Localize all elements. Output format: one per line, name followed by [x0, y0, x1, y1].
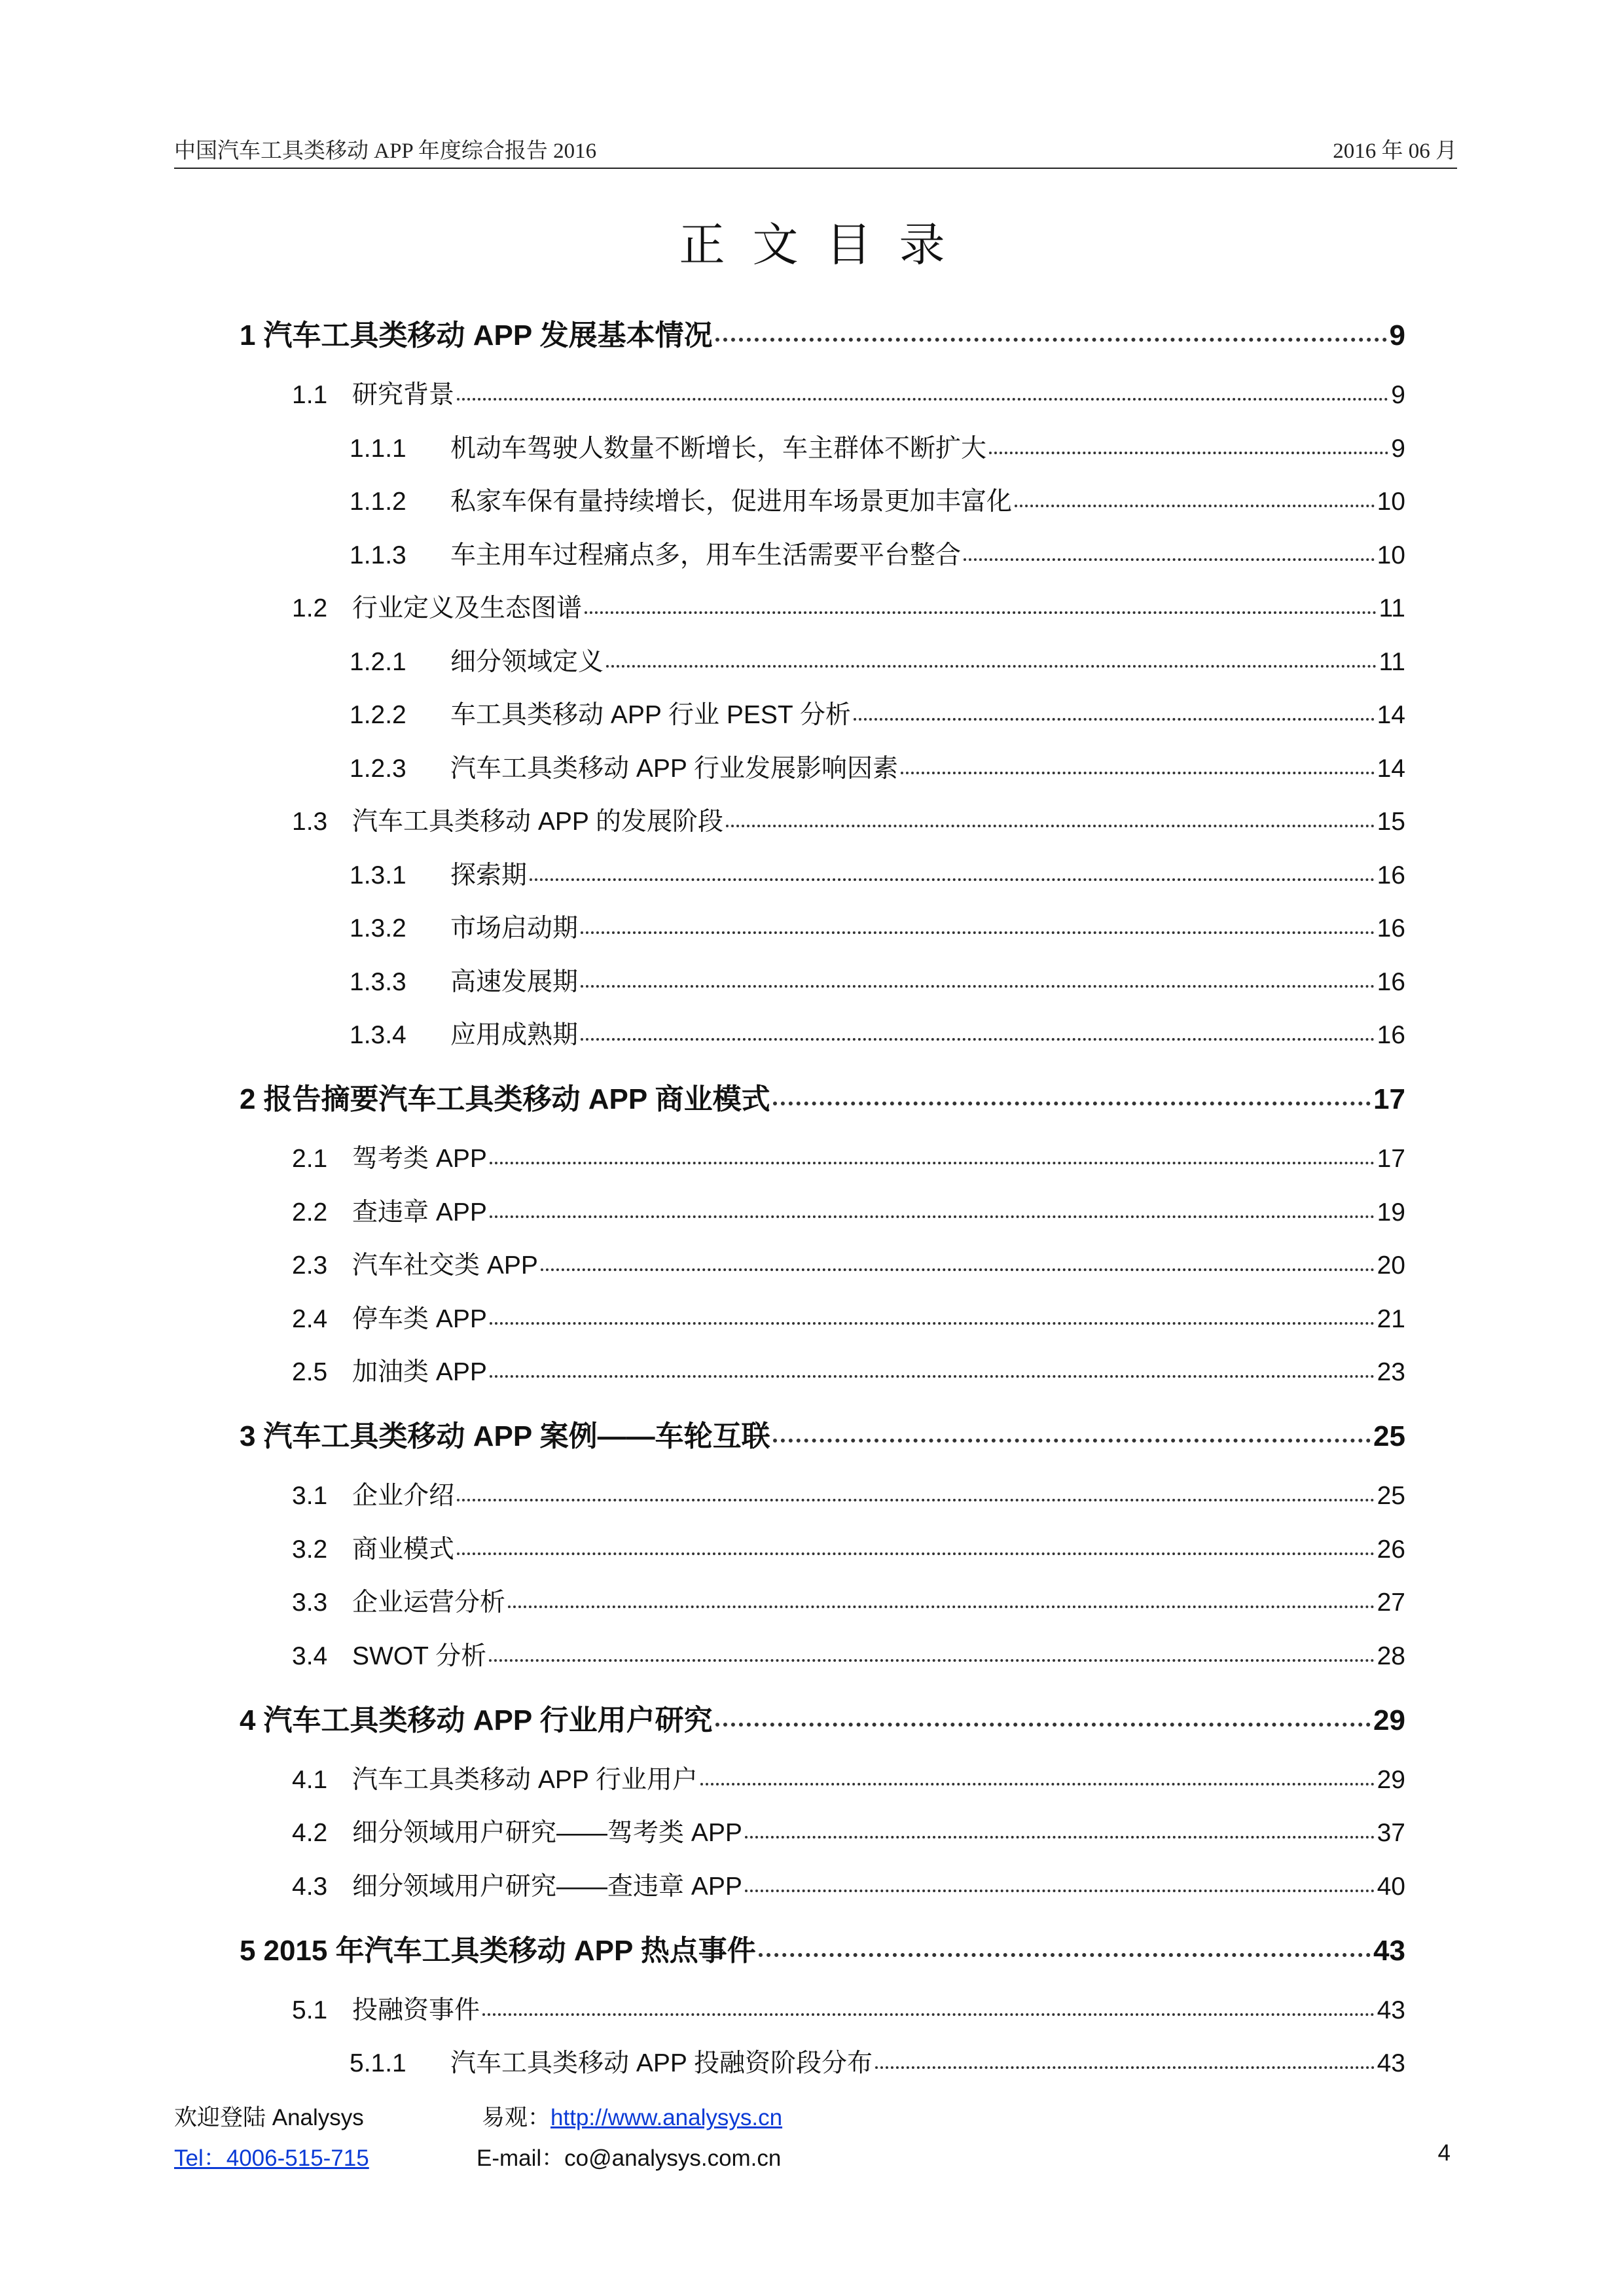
toc-dot-leader [700, 1783, 1375, 1785]
toc-page-number: 16 [1377, 967, 1405, 996]
toc-entry-1-1-1[interactable] [350, 428, 1405, 465]
toc-title: 汽车工具类移动 APP 行业发展影响因素 [450, 754, 899, 783]
toc-entry-2-1[interactable] [292, 1138, 1405, 1175]
toc-number: 1.3.2 [350, 914, 406, 942]
toc-entry-5-1[interactable] [292, 1990, 1405, 2026]
toc-dot-leader [964, 558, 1375, 561]
toc-entry-1-3[interactable] [292, 801, 1405, 838]
footer-welcome [174, 2100, 364, 2132]
page-header [174, 130, 1457, 169]
toc-number: 1.3.3 [350, 967, 406, 996]
toc-entry-1-2[interactable] [292, 588, 1405, 624]
toc-dot-leader [989, 452, 1388, 454]
toc-title: 高速发展期 [450, 967, 579, 996]
toc-entry-2-4[interactable] [292, 1299, 1405, 1335]
toc-dot-leader [457, 398, 1388, 401]
toc-title: 停车类 APP [352, 1304, 487, 1333]
toc-page-number: 16 [1377, 914, 1405, 942]
toc-title: 报告摘要汽车工具类移动 APP 商业模式 [263, 1083, 770, 1115]
toc-page-number: 9 [1391, 434, 1405, 463]
toc-title: 细分领域用户研究——驾考类 APP [352, 1819, 742, 1847]
toc-entry-4-1[interactable] [292, 1759, 1405, 1796]
toc-page-number: 23 [1377, 1358, 1405, 1386]
toc-page-number: 26 [1377, 1535, 1405, 1564]
toc-page-number: 20 [1377, 1251, 1405, 1280]
toc-dot-leader [773, 1102, 1371, 1105]
toc-page-number: 9 [1389, 319, 1405, 351]
toc-number: 2.2 [292, 1198, 328, 1227]
toc-entry-3-2[interactable] [292, 1529, 1405, 1566]
toc-page-number: 11 [1379, 647, 1405, 676]
toc-dot-leader [482, 2013, 1375, 2016]
toc-title: 企业介绍 [352, 1482, 455, 1510]
toc-title: 车主用车过程痛点多，用车生活需要平台整合 [450, 541, 962, 569]
toc-number: 1.3 [292, 808, 328, 836]
toc-number: 2.5 [292, 1358, 328, 1386]
toc-number: 3 [240, 1420, 256, 1452]
toc-title: 投融资事件 [352, 1996, 480, 2024]
header-date: 2016 年 06 月 [1333, 139, 1457, 163]
toc-dot-leader [715, 338, 1387, 342]
toc-title: 商业模式 [352, 1535, 455, 1564]
toc-title: 研究背景 [352, 381, 455, 409]
toc-number: 1.1.2 [350, 488, 406, 516]
toc-page-number: 14 [1377, 701, 1405, 729]
toc-number: 1.3.4 [350, 1021, 406, 1049]
toc-number: 3.2 [292, 1535, 328, 1564]
toc-entry-2-5[interactable] [292, 1352, 1405, 1388]
toc-entry-3-4[interactable] [292, 1636, 1405, 1672]
header-report-title: 中国汽车工具类移动 APP 年度综合报告 2016 [174, 139, 597, 163]
toc-number: 2.4 [292, 1304, 328, 1333]
toc-page-number: 25 [1373, 1420, 1405, 1452]
toc-title: 加油类 APP [352, 1358, 487, 1386]
toc-title: 细分领域用户研究——查违章 APP [352, 1872, 742, 1901]
toc-entry-4-2[interactable] [292, 1812, 1405, 1849]
footer-site-link[interactable]: http://www.analysys.cn [550, 2105, 783, 2130]
toc-title: 汽车社交类 APP [352, 1251, 538, 1280]
toc-entry-3[interactable] [240, 1412, 1405, 1454]
page-title: 正文目录 [679, 218, 973, 272]
footer-site [482, 2100, 782, 2132]
toc-page-number: 9 [1391, 381, 1405, 409]
toc-entry-1-3-4[interactable] [350, 1014, 1405, 1051]
toc-entry-1-3-1[interactable] [350, 855, 1405, 891]
toc-dot-leader [715, 1723, 1371, 1727]
toc-page-number: 27 [1377, 1588, 1405, 1617]
toc-number: 4.2 [292, 1819, 328, 1847]
footer-welcome-label: 欢迎登陆 [174, 2105, 266, 2131]
page-number: 4 [1437, 2140, 1451, 2166]
toc-page-number: 28 [1377, 1641, 1405, 1670]
toc-page-number: 25 [1377, 1482, 1405, 1510]
toc-dot-leader [759, 1953, 1371, 1957]
toc-number: 2.3 [292, 1251, 328, 1280]
toc-title: 企业运营分析 [352, 1588, 506, 1617]
toc-page-number: 14 [1377, 754, 1405, 783]
toc-title: 查违章 APP [352, 1198, 487, 1227]
toc-dot-leader [901, 772, 1375, 774]
toc-title: 汽车工具类移动 APP 案例——车轮互联 [263, 1420, 770, 1452]
toc-entry-1[interactable] [240, 312, 1405, 353]
toc-entry-4[interactable] [240, 1696, 1405, 1738]
toc-page-number: 17 [1373, 1083, 1405, 1115]
toc-page-number: 11 [1379, 594, 1405, 622]
toc-entry-1-3-3[interactable] [350, 961, 1405, 998]
toc-title: 探索期 [450, 861, 528, 889]
toc-entry-5-1-1[interactable] [350, 2043, 1405, 2079]
toc-dot-leader [581, 1038, 1375, 1041]
toc-dot-leader [581, 985, 1375, 988]
toc-number: 1.2.2 [350, 701, 406, 729]
toc-number: 5 [240, 1934, 256, 1967]
toc-dot-leader [773, 1439, 1371, 1443]
toc-entry-1-2-1[interactable] [350, 641, 1405, 678]
toc-title: 细分领域定义 [450, 647, 604, 676]
toc-title: 汽车工具类移动 APP 发展基本情况 [263, 319, 713, 351]
toc-page-number: 43 [1377, 2049, 1405, 2077]
toc-dot-leader [726, 825, 1375, 827]
toc-title: 应用成熟期 [450, 1021, 579, 1049]
toc-page-number: 19 [1377, 1198, 1405, 1227]
toc-number: 3.4 [292, 1641, 328, 1670]
toc-number: 4.3 [292, 1872, 328, 1901]
toc-title: 汽车工具类移动 APP 投融资阶段分布 [450, 2049, 873, 2077]
toc-dot-leader [745, 1890, 1375, 1892]
toc-entry-1-1[interactable] [292, 374, 1405, 411]
toc-dot-leader [490, 1375, 1375, 1378]
toc-page-number: 37 [1377, 1819, 1405, 1847]
toc-dot-leader [489, 1659, 1374, 1662]
toc-entry-2[interactable] [240, 1075, 1405, 1117]
toc-number: 1.2.1 [350, 647, 406, 676]
toc-entry-3-3[interactable] [292, 1582, 1405, 1619]
toc-title: 汽车工具类移动 APP 行业用户 [352, 1765, 698, 1794]
toc-entry-5[interactable] [240, 1927, 1405, 1969]
toc-number: 5.1 [292, 1996, 328, 2024]
toc-page-number: 10 [1377, 488, 1405, 516]
toc-page-number: 40 [1377, 1872, 1405, 1901]
toc-dot-leader [606, 665, 1376, 668]
toc-entry-1-3-2[interactable] [350, 908, 1405, 944]
toc-number: 1.3.1 [350, 861, 406, 889]
toc-dot-leader [530, 878, 1375, 881]
toc-title: 市场启动期 [450, 914, 579, 942]
toc-number: 3.1 [292, 1482, 328, 1510]
toc-number: 1.2.3 [350, 754, 406, 783]
toc-page-number: 29 [1373, 1704, 1405, 1736]
toc-title: 行业定义及生态图谱 [352, 594, 583, 622]
toc-dot-leader [854, 718, 1375, 721]
toc-entry-2-3[interactable] [292, 1245, 1405, 1282]
toc-number: 1 [240, 319, 256, 351]
toc-page-number: 17 [1377, 1145, 1405, 1173]
toc-entry-2-2[interactable] [292, 1192, 1405, 1229]
toc-number: 4 [240, 1704, 256, 1736]
toc-title: 驾考类 APP [352, 1145, 487, 1173]
toc-number: 1.2 [292, 594, 328, 622]
toc-dot-leader [585, 611, 1376, 614]
toc-dot-leader [457, 1499, 1375, 1501]
toc-number: 4.1 [292, 1765, 328, 1794]
toc-title: 汽车工具类移动 APP 行业用户研究 [263, 1704, 713, 1736]
toc-number: 3.3 [292, 1588, 328, 1617]
toc-title: SWOT 分析 [352, 1641, 487, 1670]
toc-page-number: 16 [1377, 861, 1405, 889]
toc-dot-leader [457, 1552, 1375, 1555]
toc-dot-leader [490, 1162, 1375, 1164]
toc-page-number: 21 [1377, 1304, 1405, 1333]
toc-page-number: 43 [1377, 1996, 1405, 2024]
toc-title: 汽车工具类移动 APP 的发展阶段 [352, 808, 724, 836]
toc-entry-1-2-2[interactable] [350, 694, 1405, 731]
toc-number: 1.1 [292, 381, 328, 409]
toc-title: 2015 年汽车工具类移动 APP 热点事件 [263, 1934, 756, 1967]
footer-brand: Analysys [272, 2105, 364, 2130]
toc-entry-1-1-3[interactable] [350, 535, 1405, 571]
toc-number: 1.1.1 [350, 434, 406, 463]
toc-title: 机动车驾驶人数量不断增长，车主群体不断扩大 [450, 434, 987, 463]
toc-title: 车工具类移动 APP 行业 PEST 分析 [450, 701, 851, 729]
toc-entry-1-2-3[interactable] [350, 748, 1405, 785]
toc-page-number: 15 [1377, 808, 1405, 836]
toc-dot-leader [581, 931, 1375, 934]
toc-number: 2.1 [292, 1145, 328, 1173]
toc-title: 私家车保有量持续增长，促进用车场景更加丰富化 [450, 488, 1013, 516]
toc-number: 2 [240, 1083, 256, 1115]
toc-number: 5.1.1 [350, 2049, 406, 2077]
toc-dot-leader [490, 1322, 1375, 1325]
toc-page-number: 43 [1373, 1934, 1405, 1967]
toc-page-number: 16 [1377, 1021, 1405, 1049]
toc-dot-leader [541, 1268, 1375, 1271]
footer-site-label: 易观： [482, 2105, 551, 2130]
toc-page-number: 29 [1377, 1765, 1405, 1794]
page-footer [174, 2094, 1457, 2173]
toc-entry-1-1-2[interactable] [350, 481, 1405, 518]
toc-dot-leader [508, 1605, 1375, 1608]
footer-tel-link[interactable]: Tel：4006-515-715 [174, 2145, 369, 2171]
toc-number: 1.1.3 [350, 541, 406, 569]
toc-page-number: 10 [1377, 541, 1405, 569]
toc-entry-3-1[interactable] [292, 1475, 1405, 1512]
toc-dot-leader [490, 1215, 1375, 1218]
toc-dot-leader [1015, 505, 1375, 507]
toc-entry-4-3[interactable] [292, 1866, 1405, 1903]
toc-dot-leader [875, 2066, 1375, 2069]
footer-email: E-mail：co@analysys.com.cn [477, 2145, 782, 2171]
toc-dot-leader [745, 1836, 1375, 1839]
